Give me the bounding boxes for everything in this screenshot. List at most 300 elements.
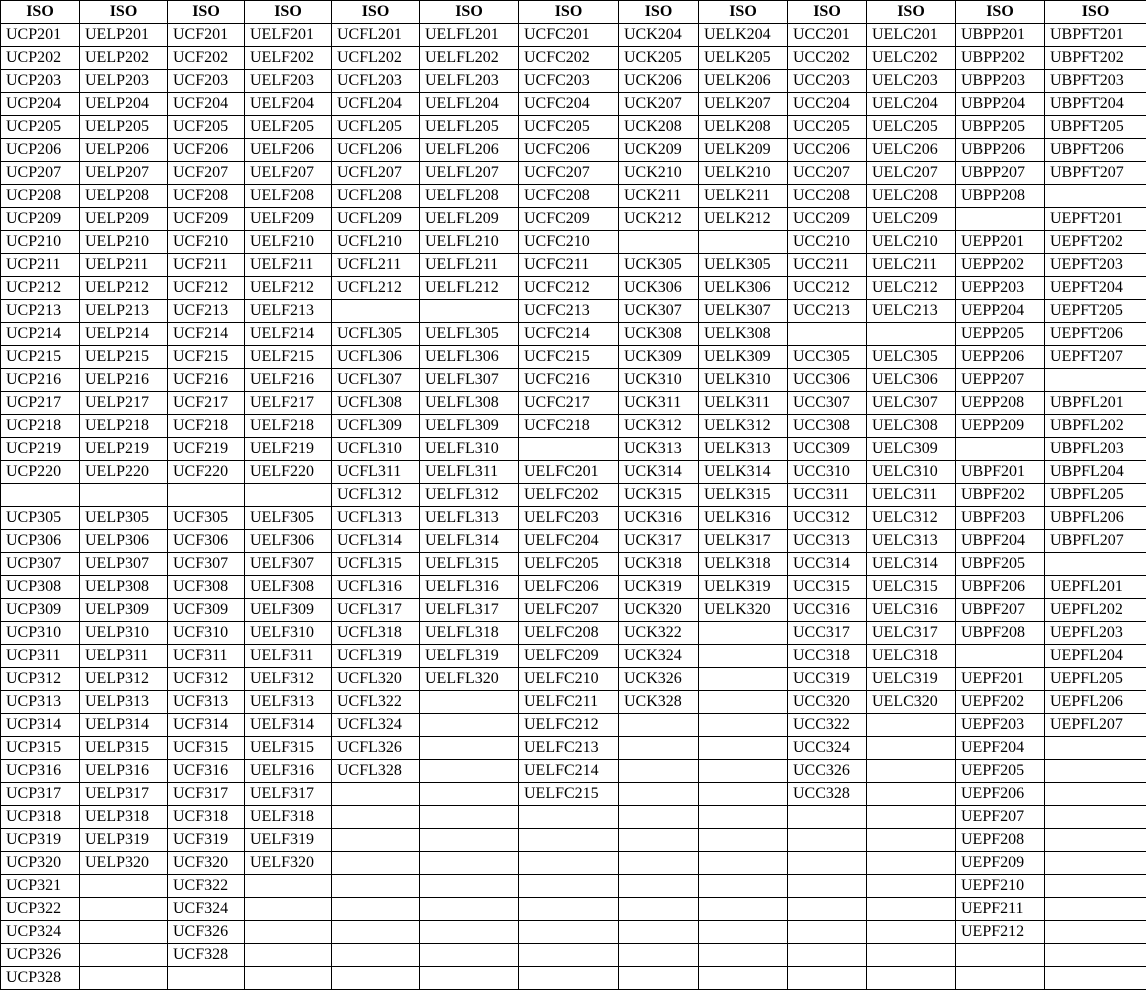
column-header: ISO xyxy=(956,1,1045,24)
table-cell: UCFC202 xyxy=(519,47,619,70)
table-cell xyxy=(1045,852,1146,875)
table-cell: UCK314 xyxy=(619,461,699,484)
table-cell xyxy=(332,875,420,898)
table-cell xyxy=(699,806,788,829)
table-cell: UELF201 xyxy=(245,24,332,47)
table-cell xyxy=(332,829,420,852)
table-cell: UBPFT202 xyxy=(1045,47,1146,70)
table-cell: UBPF208 xyxy=(956,622,1045,645)
table-cell: UCK322 xyxy=(619,622,699,645)
table-cell: UCP314 xyxy=(1,714,80,737)
table-cell: UBPF204 xyxy=(956,530,1045,553)
table-cell: UELP203 xyxy=(80,70,168,93)
table-cell: UCC210 xyxy=(788,231,867,254)
table-cell xyxy=(867,323,956,346)
table-cell: UELC205 xyxy=(867,116,956,139)
table-cell: UCC211 xyxy=(788,254,867,277)
table-cell xyxy=(619,231,699,254)
table-cell: UELP216 xyxy=(80,369,168,392)
table-cell: UEPP203 xyxy=(956,277,1045,300)
table-cell: UCFL320 xyxy=(332,668,420,691)
table-cell: UELP307 xyxy=(80,553,168,576)
table-cell: UCF216 xyxy=(168,369,245,392)
table-cell: UELFL305 xyxy=(420,323,519,346)
table-cell xyxy=(519,438,619,461)
table-cell xyxy=(619,852,699,875)
table-cell: UCF210 xyxy=(168,231,245,254)
table-cell: UCFC213 xyxy=(519,300,619,323)
table-cell: UCP214 xyxy=(1,323,80,346)
column-header: ISO xyxy=(867,1,956,24)
table-cell: UCK313 xyxy=(619,438,699,461)
table-cell: UELK211 xyxy=(699,185,788,208)
table-cell: UEPF208 xyxy=(956,829,1045,852)
table-cell: UELFL211 xyxy=(420,254,519,277)
table-cell: UCF322 xyxy=(168,875,245,898)
table-cell xyxy=(1045,921,1146,944)
table-cell: UCP310 xyxy=(1,622,80,645)
table-cell: UELFC205 xyxy=(519,553,619,576)
table-cell: UCP211 xyxy=(1,254,80,277)
table-cell: UCF213 xyxy=(168,300,245,323)
table-cell: UCFL328 xyxy=(332,760,420,783)
table-cell: UCK318 xyxy=(619,553,699,576)
table-cell: UCFL306 xyxy=(332,346,420,369)
table-cell: UELP210 xyxy=(80,231,168,254)
table-row xyxy=(1,875,1146,898)
table-cell: UCP319 xyxy=(1,829,80,852)
table-row xyxy=(1,346,1146,369)
table-cell xyxy=(420,944,519,967)
table-cell: UCF214 xyxy=(168,323,245,346)
table-cell xyxy=(867,806,956,829)
table-row xyxy=(1,208,1146,231)
table-cell: UELF309 xyxy=(245,599,332,622)
table-cell: UCF201 xyxy=(168,24,245,47)
table-cell: UELC307 xyxy=(867,392,956,415)
table-cell xyxy=(867,737,956,760)
table-cell: UCP208 xyxy=(1,185,80,208)
table-cell: UELP218 xyxy=(80,415,168,438)
table-cell: UEPP202 xyxy=(956,254,1045,277)
table-cell: UBPF207 xyxy=(956,599,1045,622)
table-cell: UCFC212 xyxy=(519,277,619,300)
table-row xyxy=(1,576,1146,599)
table-row xyxy=(1,921,1146,944)
table-cell: UBPP201 xyxy=(956,24,1045,47)
table-cell: UELF312 xyxy=(245,668,332,691)
table-cell: UCC320 xyxy=(788,691,867,714)
table-cell xyxy=(1045,369,1146,392)
table-cell xyxy=(619,921,699,944)
table-cell: UCF306 xyxy=(168,530,245,553)
table-cell xyxy=(245,875,332,898)
table-cell: UCC307 xyxy=(788,392,867,415)
table-cell: UCK312 xyxy=(619,415,699,438)
table-cell: UELP312 xyxy=(80,668,168,691)
table-cell: UELK310 xyxy=(699,369,788,392)
table-cell: UCP210 xyxy=(1,231,80,254)
table-cell: UELF210 xyxy=(245,231,332,254)
table-cell: UELF320 xyxy=(245,852,332,875)
table-cell: UEPF202 xyxy=(956,691,1045,714)
column-header: ISO xyxy=(1045,1,1146,24)
table-cell: UCC326 xyxy=(788,760,867,783)
table-cell: UCP215 xyxy=(1,346,80,369)
table-cell: UELC201 xyxy=(867,24,956,47)
table-cell: UCF217 xyxy=(168,392,245,415)
table-cell: UCC328 xyxy=(788,783,867,806)
table-cell: UCK209 xyxy=(619,139,699,162)
table-cell: UCFL317 xyxy=(332,599,420,622)
table-cell: UCC305 xyxy=(788,346,867,369)
table-cell: UELF218 xyxy=(245,415,332,438)
table-cell: UCP318 xyxy=(1,806,80,829)
table-cell: UCFL207 xyxy=(332,162,420,185)
table-cell: UCP213 xyxy=(1,300,80,323)
table-cell xyxy=(867,921,956,944)
table-cell xyxy=(519,944,619,967)
table-cell: UBPP207 xyxy=(956,162,1045,185)
table-cell: UELK319 xyxy=(699,576,788,599)
table-cell: UELFL205 xyxy=(420,116,519,139)
table-cell: UCF320 xyxy=(168,852,245,875)
table-cell xyxy=(1045,967,1146,990)
table-cell: UCC313 xyxy=(788,530,867,553)
table-row xyxy=(1,852,1146,875)
column-header: ISO xyxy=(245,1,332,24)
table-cell: UELFC212 xyxy=(519,714,619,737)
table-cell: UCFL209 xyxy=(332,208,420,231)
table-cell: UBPFL204 xyxy=(1045,461,1146,484)
table-cell: UCF319 xyxy=(168,829,245,852)
table-cell: UELF311 xyxy=(245,645,332,668)
column-header: ISO xyxy=(1,1,80,24)
table-cell: UCFL202 xyxy=(332,47,420,70)
table-cell: UELF215 xyxy=(245,346,332,369)
table-cell: UBPF201 xyxy=(956,461,1045,484)
table-cell: UCC315 xyxy=(788,576,867,599)
table-cell xyxy=(867,944,956,967)
table-cell: UCC322 xyxy=(788,714,867,737)
table-cell: UCFL312 xyxy=(332,484,420,507)
table-cell: UELF319 xyxy=(245,829,332,852)
table-cell: UCC316 xyxy=(788,599,867,622)
table-row xyxy=(1,415,1146,438)
table-cell: UCFL324 xyxy=(332,714,420,737)
table-cell xyxy=(332,300,420,323)
table-cell: UELP318 xyxy=(80,806,168,829)
table-cell: UELFC202 xyxy=(519,484,619,507)
table-cell: UCP320 xyxy=(1,852,80,875)
table-cell xyxy=(1045,806,1146,829)
table-cell: UELF306 xyxy=(245,530,332,553)
table-cell xyxy=(788,967,867,990)
table-cell: UBPP204 xyxy=(956,93,1045,116)
table-cell: UELC207 xyxy=(867,162,956,185)
table-cell xyxy=(519,806,619,829)
table-cell: UBPFT201 xyxy=(1045,24,1146,47)
table-cell: UELK206 xyxy=(699,70,788,93)
table-row xyxy=(1,300,1146,323)
table-cell: UELC210 xyxy=(867,231,956,254)
table-cell: UCK317 xyxy=(619,530,699,553)
column-header: ISO xyxy=(619,1,699,24)
table-cell: UCFC201 xyxy=(519,24,619,47)
table-cell: UCK206 xyxy=(619,70,699,93)
table-cell xyxy=(420,967,519,990)
table-cell: UCC208 xyxy=(788,185,867,208)
table-cell: UEPFT201 xyxy=(1045,208,1146,231)
table-cell: UEPF205 xyxy=(956,760,1045,783)
table-cell: UELF315 xyxy=(245,737,332,760)
table-cell: UELFC204 xyxy=(519,530,619,553)
table-cell: UELFL311 xyxy=(420,461,519,484)
table-cell xyxy=(1045,185,1146,208)
table-cell: UELFL319 xyxy=(420,645,519,668)
table-cell: UCFL311 xyxy=(332,461,420,484)
table-cell: UCC311 xyxy=(788,484,867,507)
table-cell xyxy=(619,944,699,967)
table-cell: UCP328 xyxy=(1,967,80,990)
table-cell: UCC204 xyxy=(788,93,867,116)
table-row xyxy=(1,760,1146,783)
table-cell: UELC315 xyxy=(867,576,956,599)
table-cell: UELF314 xyxy=(245,714,332,737)
table-cell xyxy=(1045,783,1146,806)
table-cell xyxy=(619,806,699,829)
table-cell: UELFL201 xyxy=(420,24,519,47)
table-cell: UELC202 xyxy=(867,47,956,70)
table-cell: UELP202 xyxy=(80,47,168,70)
table-cell xyxy=(80,875,168,898)
table-cell xyxy=(245,921,332,944)
header-row xyxy=(1,1,1146,24)
table-cell: UELP306 xyxy=(80,530,168,553)
table-cell: UELK308 xyxy=(699,323,788,346)
table-row xyxy=(1,277,1146,300)
column-header: ISO xyxy=(168,1,245,24)
table-cell: UELK318 xyxy=(699,553,788,576)
table-row xyxy=(1,254,1146,277)
table-cell: UELFC201 xyxy=(519,461,619,484)
table-cell xyxy=(519,967,619,990)
table-cell: UELFL317 xyxy=(420,599,519,622)
table-cell: UELFL310 xyxy=(420,438,519,461)
table-cell: UCK320 xyxy=(619,599,699,622)
table-cell: UEPP207 xyxy=(956,369,1045,392)
table-cell: UBPF202 xyxy=(956,484,1045,507)
table-row xyxy=(1,139,1146,162)
table-cell: UCP204 xyxy=(1,93,80,116)
table-cell xyxy=(867,852,956,875)
table-cell: UELF211 xyxy=(245,254,332,277)
table-cell: UCP316 xyxy=(1,760,80,783)
table-cell: UELC203 xyxy=(867,70,956,93)
table-cell: UELK209 xyxy=(699,139,788,162)
table-cell: UELC313 xyxy=(867,530,956,553)
table-cell: UCK311 xyxy=(619,392,699,415)
table-row xyxy=(1,93,1146,116)
table-cell: UCFL310 xyxy=(332,438,420,461)
table-cell: UELC204 xyxy=(867,93,956,116)
table-cell: UEPFT202 xyxy=(1045,231,1146,254)
table-cell: UCC201 xyxy=(788,24,867,47)
table-cell: UCF318 xyxy=(168,806,245,829)
table-cell xyxy=(867,875,956,898)
table-cell: UELF318 xyxy=(245,806,332,829)
table-cell: UCF208 xyxy=(168,185,245,208)
table-cell: UELC308 xyxy=(867,415,956,438)
table-cell xyxy=(619,783,699,806)
table-cell xyxy=(519,875,619,898)
table-cell: UELC208 xyxy=(867,185,956,208)
table-cell xyxy=(168,967,245,990)
table-cell: UCFL307 xyxy=(332,369,420,392)
table-cell: UELC314 xyxy=(867,553,956,576)
table-cell: UCC306 xyxy=(788,369,867,392)
table-cell: UBPP205 xyxy=(956,116,1045,139)
table-cell: UELP201 xyxy=(80,24,168,47)
table-cell: UEPF206 xyxy=(956,783,1045,806)
table-cell: UEPP208 xyxy=(956,392,1045,415)
table-cell: UELFC210 xyxy=(519,668,619,691)
table-cell: UCFL309 xyxy=(332,415,420,438)
table-cell: UELF209 xyxy=(245,208,332,231)
table-row xyxy=(1,507,1146,530)
table-cell: UELK305 xyxy=(699,254,788,277)
table-cell xyxy=(1045,875,1146,898)
table-cell: UELK306 xyxy=(699,277,788,300)
table-cell xyxy=(245,967,332,990)
table-cell: UCK307 xyxy=(619,300,699,323)
table-cell: UELFL306 xyxy=(420,346,519,369)
table-cell xyxy=(619,714,699,737)
table-cell: UCC212 xyxy=(788,277,867,300)
table-cell: UCFL308 xyxy=(332,392,420,415)
table-row xyxy=(1,944,1146,967)
table-row xyxy=(1,783,1146,806)
table-row xyxy=(1,691,1146,714)
table-cell: UCFC207 xyxy=(519,162,619,185)
table-cell: UCK205 xyxy=(619,47,699,70)
table-cell xyxy=(420,737,519,760)
table-cell: UCF309 xyxy=(168,599,245,622)
table-cell xyxy=(867,967,956,990)
table-row xyxy=(1,392,1146,415)
table-cell: UCK328 xyxy=(619,691,699,714)
table-cell: UELC211 xyxy=(867,254,956,277)
table-cell: UEPFL202 xyxy=(1045,599,1146,622)
table-cell xyxy=(80,944,168,967)
table-cell: UELP207 xyxy=(80,162,168,185)
table-cell: UCK207 xyxy=(619,93,699,116)
table-cell xyxy=(867,760,956,783)
table-cell: UCF317 xyxy=(168,783,245,806)
column-header: ISO xyxy=(332,1,420,24)
table-cell: UELF310 xyxy=(245,622,332,645)
table-cell xyxy=(1045,829,1146,852)
table-cell: UCK310 xyxy=(619,369,699,392)
table-cell xyxy=(80,484,168,507)
table-cell: UCC324 xyxy=(788,737,867,760)
table-cell: UCC310 xyxy=(788,461,867,484)
table-cell: UELFL210 xyxy=(420,231,519,254)
table-cell xyxy=(245,898,332,921)
table-cell xyxy=(699,231,788,254)
table-cell xyxy=(80,967,168,990)
table-cell: UCF324 xyxy=(168,898,245,921)
table-cell: UELC213 xyxy=(867,300,956,323)
table-cell: UCF312 xyxy=(168,668,245,691)
table-row xyxy=(1,461,1146,484)
table-cell xyxy=(699,944,788,967)
table-row xyxy=(1,24,1146,47)
table-cell: UELC318 xyxy=(867,645,956,668)
table-cell: UCF209 xyxy=(168,208,245,231)
table-cell: UELP309 xyxy=(80,599,168,622)
table-cell: UELF212 xyxy=(245,277,332,300)
table-cell xyxy=(420,875,519,898)
table-cell xyxy=(332,806,420,829)
table-cell: UCP205 xyxy=(1,116,80,139)
table-cell: UELK311 xyxy=(699,392,788,415)
table-cell: UELFL207 xyxy=(420,162,519,185)
table-cell: UCF206 xyxy=(168,139,245,162)
table-cell: UCF207 xyxy=(168,162,245,185)
table-cell: UELP204 xyxy=(80,93,168,116)
table-cell: UEPFL207 xyxy=(1045,714,1146,737)
table-cell xyxy=(420,783,519,806)
table-cell: UELFC215 xyxy=(519,783,619,806)
table-cell: UCP315 xyxy=(1,737,80,760)
table-cell: UELK208 xyxy=(699,116,788,139)
table-row xyxy=(1,829,1146,852)
table-cell: UCF310 xyxy=(168,622,245,645)
table-cell: UELFL308 xyxy=(420,392,519,415)
table-row xyxy=(1,967,1146,990)
table-cell xyxy=(80,898,168,921)
table-cell: UCP321 xyxy=(1,875,80,898)
table-cell: UCFC211 xyxy=(519,254,619,277)
table-cell xyxy=(699,714,788,737)
table-cell: UELC206 xyxy=(867,139,956,162)
table-cell: UELC306 xyxy=(867,369,956,392)
table-cell: UCK210 xyxy=(619,162,699,185)
table-cell: UELP316 xyxy=(80,760,168,783)
table-cell xyxy=(420,714,519,737)
table-cell: UCC206 xyxy=(788,139,867,162)
table-cell: UELF202 xyxy=(245,47,332,70)
table-cell: UCC312 xyxy=(788,507,867,530)
table-cell xyxy=(699,921,788,944)
table-cell: UEPF201 xyxy=(956,668,1045,691)
table-cell: UCP305 xyxy=(1,507,80,530)
table-cell: UELFC211 xyxy=(519,691,619,714)
table-cell: UCK211 xyxy=(619,185,699,208)
table-cell: UELF204 xyxy=(245,93,332,116)
table-cell xyxy=(956,645,1045,668)
table-cell xyxy=(420,300,519,323)
table-cell xyxy=(619,760,699,783)
table-cell: UELC305 xyxy=(867,346,956,369)
table-cell xyxy=(519,921,619,944)
table-cell: UELP208 xyxy=(80,185,168,208)
table-cell xyxy=(867,829,956,852)
table-cell: UCP203 xyxy=(1,70,80,93)
table-cell: UCC309 xyxy=(788,438,867,461)
table-cell xyxy=(80,921,168,944)
